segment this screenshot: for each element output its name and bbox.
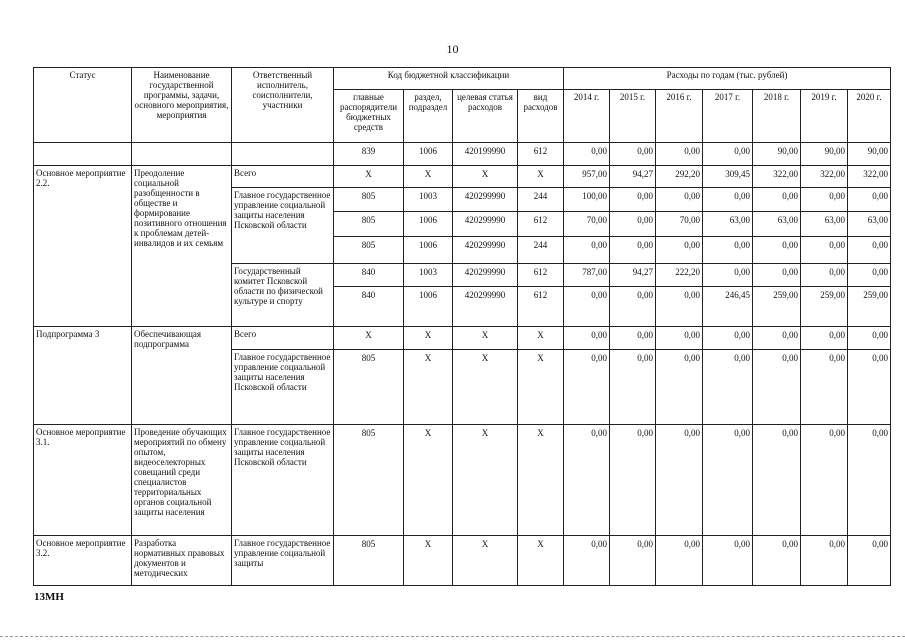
amount-cell: 0,00 — [752, 424, 801, 536]
code-cell: 840 — [333, 286, 404, 327]
amount-cell: 0,00 — [609, 187, 656, 212]
amount-cell: 0,00 — [752, 187, 801, 212]
code-cell: 1006 — [403, 211, 453, 237]
amount-cell: 957,00 — [563, 165, 610, 188]
code-cell: 420299990 — [452, 263, 518, 287]
amount-cell: 0,00 — [800, 424, 848, 536]
header-responsible: Ответственный исполнитель, соисполнители, участники — [231, 67, 334, 166]
amount-cell: 0,00 — [702, 424, 753, 536]
amount-cell: 0,00 — [702, 349, 753, 425]
amount-cell: 90,00 — [847, 142, 891, 166]
amount-cell: 0,00 — [563, 326, 610, 350]
amount-cell: 0,00 — [609, 286, 656, 327]
amount-cell: 63,00 — [702, 211, 753, 237]
amount-cell: 0,00 — [847, 187, 891, 212]
responsible-cell: Главное государственное управление социальной защиты населения Псковской области — [231, 424, 334, 536]
amount-cell: 0,00 — [563, 236, 610, 264]
name-cell: Обеспечивающая подпрограмма — [131, 326, 232, 425]
code-cell: 805 — [333, 236, 404, 264]
amount-cell: 292,20 — [655, 165, 703, 188]
responsible-cell: Всего — [231, 165, 334, 188]
status-cell: Основное мероприятие 3.2. — [33, 535, 132, 586]
amount-cell: 222,20 — [655, 263, 703, 287]
amount-cell: 90,00 — [752, 142, 801, 166]
responsible-cell: Главное государственное управление социальной защиты — [231, 535, 334, 586]
code-cell: X — [517, 349, 564, 425]
amount-cell: 0,00 — [655, 424, 703, 536]
status-cell: Подпрограмма 3 — [33, 326, 132, 425]
code-cell: X — [517, 165, 564, 188]
amount-cell: 0,00 — [702, 187, 753, 212]
amount-cell: 0,00 — [702, 263, 753, 287]
amount-cell: 322,00 — [752, 165, 801, 188]
code-cell: 612 — [517, 142, 564, 166]
code-cell: 805 — [333, 211, 404, 237]
amount-cell: 0,00 — [800, 349, 848, 425]
code-cell: 420299990 — [452, 211, 518, 237]
amount-cell: 0,00 — [563, 142, 610, 166]
amount-cell: 63,00 — [752, 211, 801, 237]
code-cell: X — [452, 424, 518, 536]
header-exp-type: вид расходов — [517, 89, 564, 143]
amount-cell: 0,00 — [800, 263, 848, 287]
header-section: раздел, подраздел — [403, 89, 453, 143]
responsible-cell: Главное государственное управление социальной защиты населения Псковской области — [231, 349, 334, 425]
amount-cell: 0,00 — [655, 187, 703, 212]
amount-cell: 63,00 — [847, 211, 891, 237]
code-cell: 805 — [333, 535, 404, 586]
header-year: 2016 г. — [655, 89, 703, 143]
code-cell: X — [403, 165, 453, 188]
page-edge — [0, 636, 905, 637]
amount-cell: 94,27 — [609, 263, 656, 287]
name-cell: Проведение обучающих мероприятий по обмену опытом, видеоселекторных совещаний среди специалистов территориальных органов социальной защиты населения — [131, 424, 232, 536]
amount-cell: 0,00 — [655, 236, 703, 264]
amount-cell: 309,45 — [702, 165, 753, 188]
amount-cell: 0,00 — [563, 424, 610, 536]
amount-cell: 259,00 — [847, 286, 891, 327]
amount-cell: 0,00 — [655, 142, 703, 166]
header-year: 2014 г. — [563, 89, 610, 143]
code-cell: 420299990 — [452, 286, 518, 327]
amount-cell: 0,00 — [847, 535, 891, 586]
header-budget-code: Код бюджетной классификации — [333, 67, 564, 90]
code-cell: X — [403, 326, 453, 350]
amount-cell: 0,00 — [609, 326, 656, 350]
code-cell: X — [403, 535, 453, 586]
amount-cell: 94,27 — [609, 165, 656, 188]
responsible-cell: Главное государственное управление социальной защиты населения Псковской области — [231, 187, 334, 264]
code-cell: 420299990 — [452, 187, 518, 212]
amount-cell: 100,00 — [563, 187, 610, 212]
amount-cell: 0,00 — [800, 236, 848, 264]
amount-cell: 0,00 — [702, 142, 753, 166]
code-cell: X — [517, 424, 564, 536]
code-cell: 612 — [517, 286, 564, 327]
amount-cell: 70,00 — [655, 211, 703, 237]
amount-cell: 0,00 — [655, 326, 703, 350]
amount-cell: 0,00 — [752, 349, 801, 425]
header-grbs: главные распорядители бюджетных средств — [333, 89, 404, 143]
code-cell: X — [517, 535, 564, 586]
amount-cell: 0,00 — [847, 326, 891, 350]
amount-cell: 322,00 — [847, 165, 891, 188]
amount-cell: 0,00 — [609, 236, 656, 264]
code-cell: 805 — [333, 349, 404, 425]
amount-cell: 0,00 — [563, 349, 610, 425]
responsible-cell-empty — [231, 142, 334, 166]
header-target: целевая статья расходов — [452, 89, 518, 143]
name-cell: Разработка нормативных правовых документов и методических — [131, 535, 232, 586]
status-cell-empty — [33, 142, 132, 166]
amount-cell: 0,00 — [609, 211, 656, 237]
amount-cell: 0,00 — [800, 535, 848, 586]
amount-cell: 0,00 — [609, 142, 656, 166]
header-status: Статус — [33, 67, 132, 166]
code-cell: X — [452, 326, 518, 350]
amount-cell: 0,00 — [702, 535, 753, 586]
code-cell: 1003 — [403, 187, 453, 212]
status-cell: Основное мероприятие 3.1. — [33, 424, 132, 536]
header-year: 2015 г. — [609, 89, 656, 143]
amount-cell: 0,00 — [752, 236, 801, 264]
name-cell-empty — [131, 142, 232, 166]
code-cell: X — [403, 424, 453, 536]
code-cell: 805 — [333, 187, 404, 212]
header-year: 2019 г. — [800, 89, 848, 143]
code-cell: 612 — [517, 263, 564, 287]
code-cell: 244 — [517, 236, 564, 264]
amount-cell: 322,00 — [800, 165, 848, 188]
header-expenses: Расходы по годам (тыс. рублей) — [563, 67, 891, 90]
amount-cell: 0,00 — [752, 263, 801, 287]
amount-cell: 259,00 — [752, 286, 801, 327]
amount-cell: 0,00 — [752, 326, 801, 350]
amount-cell: 0,00 — [609, 424, 656, 536]
code-cell: X — [403, 349, 453, 425]
code-cell: X — [452, 349, 518, 425]
code-cell: 244 — [517, 187, 564, 212]
code-cell: 420299990 — [452, 236, 518, 264]
amount-cell: 787,00 — [563, 263, 610, 287]
amount-cell: 0,00 — [655, 535, 703, 586]
code-cell: 420199990 — [452, 142, 518, 166]
code-cell: 1003 — [403, 263, 453, 287]
amount-cell: 259,00 — [800, 286, 848, 327]
amount-cell: 0,00 — [563, 286, 610, 327]
amount-cell: 0,00 — [847, 236, 891, 264]
footer-code: 13МН — [34, 591, 64, 603]
amount-cell: 63,00 — [800, 211, 848, 237]
amount-cell: 0,00 — [800, 326, 848, 350]
amount-cell: 0,00 — [563, 535, 610, 586]
amount-cell: 0,00 — [702, 236, 753, 264]
amount-cell: 70,00 — [563, 211, 610, 237]
amount-cell: 90,00 — [800, 142, 848, 166]
amount-cell: 246,45 — [702, 286, 753, 327]
responsible-cell: Всего — [231, 326, 334, 350]
code-cell: 805 — [333, 424, 404, 536]
status-cell: Основное мероприятие 2.2. — [33, 165, 132, 327]
header-year: 2017 г. — [702, 89, 753, 143]
code-cell: X — [452, 535, 518, 586]
code-cell: 1006 — [403, 142, 453, 166]
header-year: 2018 г. — [752, 89, 801, 143]
amount-cell: 0,00 — [752, 535, 801, 586]
amount-cell: 0,00 — [847, 424, 891, 536]
amount-cell: 0,00 — [609, 349, 656, 425]
code-cell: 1006 — [403, 236, 453, 264]
code-cell: 612 — [517, 211, 564, 237]
amount-cell: 0,00 — [655, 286, 703, 327]
responsible-cell: Государственный комитет Псковской области по физической культуре и спорту — [231, 263, 334, 327]
code-cell: 1006 — [403, 286, 453, 327]
page-number: 10 — [446, 42, 459, 56]
amount-cell: 0,00 — [800, 187, 848, 212]
code-cell: X — [452, 165, 518, 188]
amount-cell: 0,00 — [847, 263, 891, 287]
code-cell: 839 — [333, 142, 404, 166]
code-cell: X — [333, 326, 404, 350]
amount-cell: 0,00 — [847, 349, 891, 425]
header-name: Наименование государственной программы, задачи, основного мероприятия, мероприятия — [131, 67, 232, 166]
name-cell: Преодоление социальной разобщенности в обществе и формирование позитивного отношения к проблемам детей-инвалидов и их семьям — [131, 165, 232, 327]
header-year: 2020 г. — [847, 89, 891, 143]
code-cell: 840 — [333, 263, 404, 287]
amount-cell: 0,00 — [655, 349, 703, 425]
code-cell: X — [517, 326, 564, 350]
code-cell: X — [333, 165, 404, 188]
amount-cell: 0,00 — [702, 326, 753, 350]
amount-cell: 0,00 — [609, 535, 656, 586]
